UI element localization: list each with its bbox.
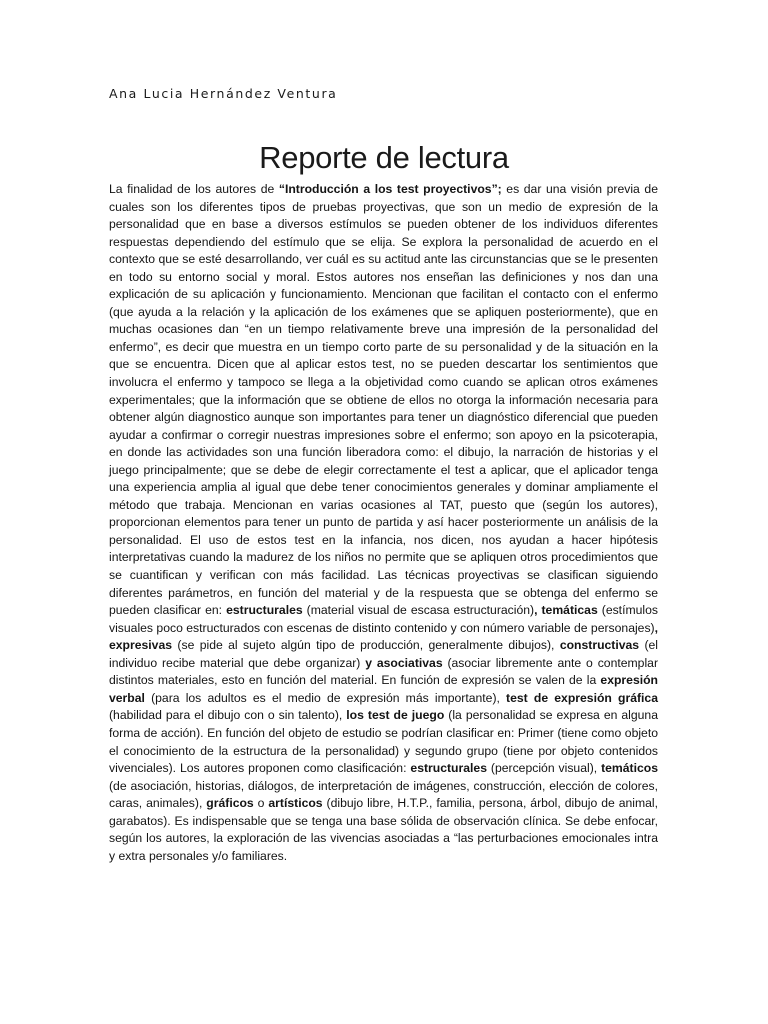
text-run: (dibujo libre, H.T.P., familia, persona, árbol, dibujo de animal, garabatos). Es indispensable que se tenga una base sólida de observación clínica. Se debe enfocar, según los autores, la exploración de las vivencias asociadas a “las perturbaciones emocionales intra y extra personales y/o familiares. xyxy=(109,796,658,863)
document-title: Reporte de lectura xyxy=(259,140,509,175)
text-run: o xyxy=(253,796,269,811)
text-run: es dar una visión previa de cuales son los diferentes tipos de pruebas proyectivas, que son un medio de expresión de la personalidad que en base a diversos estímulos se pueden obtener de los individuos diferentes respuestas dependiendo del estímulo que se elija. Se explora la personalidad de acuerdo en el contexto que se esté desarrollando, ver cuál es su actitud ante las circunstancias que se le presenten en todo su entorno social y moral. Estos autores nos enseñan las definiciones y nos dan una explicación de su aplicación y funcionamiento. Mencionan que facilitan el contacto con el enfermo (que ayuda a la relación y la aplicación de los exámenes que se apliquen posteriormente), que en muchas ocasiones dan “en un tiempo relativamente breve una impresión de la personalidad del enfermo”, es decir que muestra en un tiempo corto parte de su personalidad y de la situación en la que se encuentra. Dicen que al aplicar estos test, no se pueden descartar los sentimientos que involucra el enfermo y tampoco se llega a la objetividad como cuando se aplican otros exámenes experimentales; que la información que se obtiene de ellos no otorga la información necesaria para obtener algún diagnostico aunque son importantes para tener un diagnóstico diferencial que pueden ayudar a confirmar o corregir nuestras impresiones sobre el enfermo; son apoyo en la psicoterapia, en donde las actividades son una función liberadora como: el dibujo, la narración de historias y el juego principalmente; que se debe de elegir correctamente el test a aplicar, que el aplicador tenga una experiencia amplia al igual que debe tener conocimientos generales y dominar ampliamente el método que trabaja. Mencionan en varias ocasiones al TAT, puesto que (según los autores), proporcionan elementos para tener un punto de partida y así hacer posteriormente un análisis de la personalidad. El uso de estos test en la infancia, nos dicen, nos ayudan a hacer hipótesis interpretativas cuando la madurez de los niños no permite que se apliquen otros procedimientos que se cuantifican y verifican con más facilidad. Las técnicas proyectivas se clasifican siguiendo diferentes parámetros, en función del material y de la respuesta que se obtenga del enfermo se pueden clasificar en: xyxy=(109,182,658,618)
text-run: La finalidad de los autores de xyxy=(109,182,279,196)
bold-text-run: , temáticas xyxy=(534,603,598,618)
text-run: (estímulos visuales poco estructurados con escenas de distinto contenido y con número variable de personajes) xyxy=(109,603,658,635)
text-run: (habilidad para el dibujo con o sin talento), xyxy=(109,708,347,723)
bold-text-run: temáticos xyxy=(601,761,658,776)
bold-text-run: los test de juego xyxy=(346,708,445,723)
text-run: (el individuo recibe material que debe organizar) xyxy=(109,638,659,670)
text-run: (material visual de escasa estructuración) xyxy=(302,603,535,618)
text-run: (la personalidad se expresa en alguna forma de acción). En función del objeto de estudio se podrían clasificar en: Primer (tiene como objeto el conocimiento de la estructura de la personalidad) y segundo grupo (tiene por objeto contenidos vivenciales). Los autores proponen como clasificación: xyxy=(109,708,658,776)
author-name: Ana Lucia Hernández Ventura xyxy=(109,86,338,101)
text-run: (se pide al sujeto algún tipo de producción, generalmente dibujos), xyxy=(172,638,560,653)
bold-text-run: gráficos xyxy=(206,796,254,811)
body-paragraph xyxy=(109,181,658,865)
bold-text-run: estructurales xyxy=(226,603,303,618)
text-run: (asociar libremente ante o contemplar distintos materiales, esto en función del material. En función de expresión se valen de la xyxy=(109,655,659,688)
bold-text-run: “Introducción a los test proyectivos”; xyxy=(278,182,502,196)
bold-text-run: y asociativas xyxy=(365,655,443,670)
bold-text-run: artísticos xyxy=(268,796,323,811)
text-run: (de asociación, historias, diálogos, de interpretación de imágenes, construcción, elección de colores, caras, animales), xyxy=(109,778,658,811)
text-run: (percepción visual), xyxy=(486,761,602,776)
bold-text-run: constructivas xyxy=(559,638,640,653)
text-run: (para los adultos es el medio de expresión más importante), xyxy=(144,690,507,705)
bold-text-run: expresión verbal xyxy=(109,673,658,705)
bold-text-run: , expresivas xyxy=(109,620,658,653)
bold-text-run: test de expresión gráfica xyxy=(506,690,658,705)
bold-text-run: estructurales xyxy=(410,761,487,776)
